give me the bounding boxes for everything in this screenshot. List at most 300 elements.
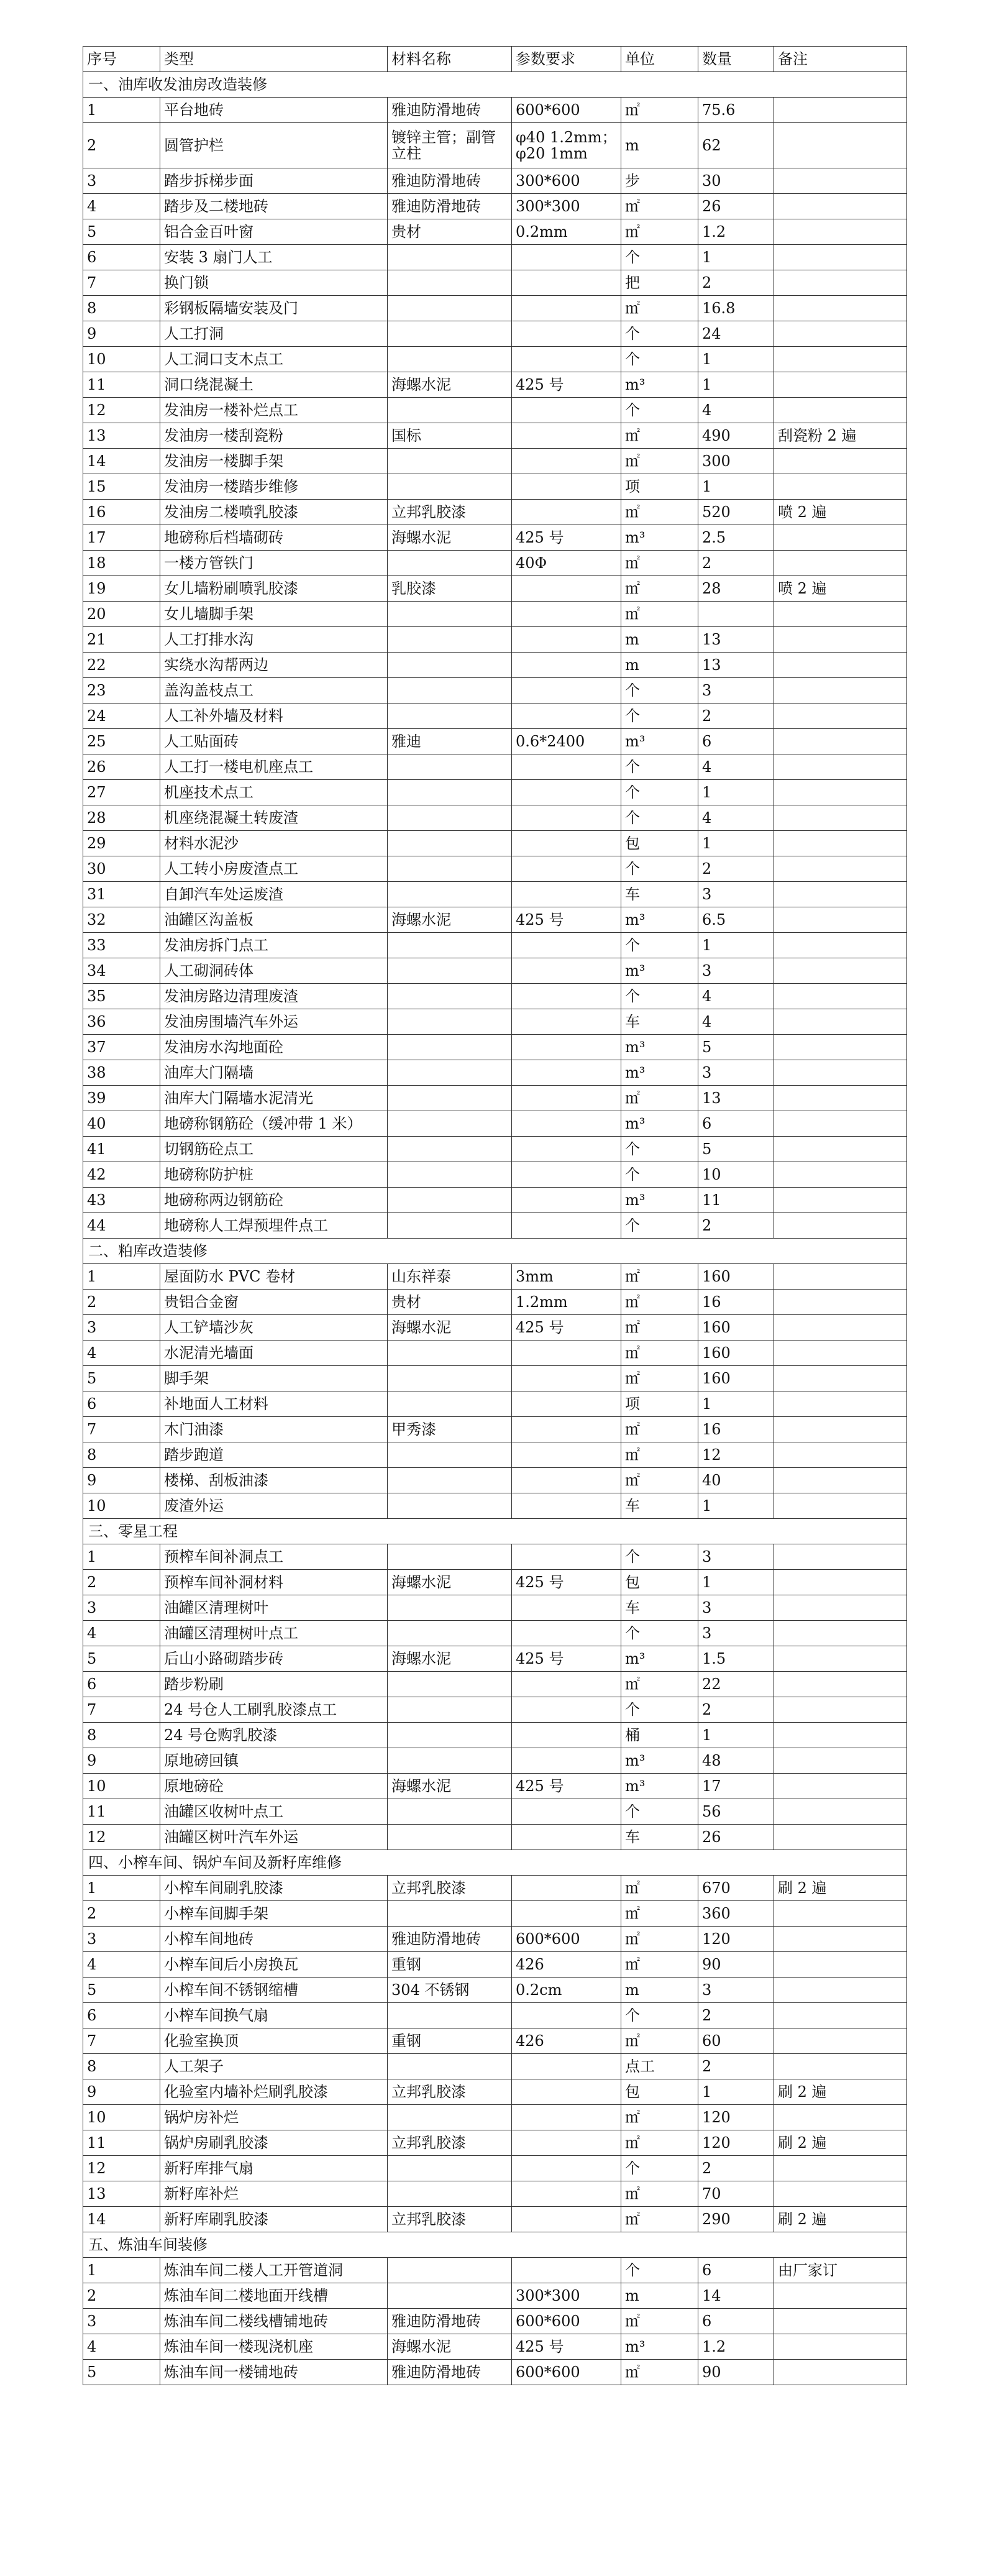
cell-remark	[774, 1672, 907, 1697]
cell-unit: ㎡	[621, 1366, 698, 1391]
cell-material	[388, 1442, 512, 1468]
cell-index: 6	[83, 1672, 160, 1697]
cell-material: 立邦乳胶漆	[388, 2130, 512, 2156]
cell-type: 铝合金百叶窗	[160, 219, 388, 245]
cell-unit: m	[621, 1978, 698, 2003]
cell-unit: ㎡	[621, 1927, 698, 1952]
cell-remark	[774, 1978, 907, 2003]
cell-type: 炼油车间一楼铺地砖	[160, 2360, 388, 2385]
cell-material: 雅迪防滑地砖	[388, 98, 512, 123]
cell-index: 43	[83, 1188, 160, 1213]
cell-index: 2	[83, 1901, 160, 1927]
cell-unit: ㎡	[621, 1672, 698, 1697]
cell-spec	[512, 347, 621, 372]
cell-spec	[512, 245, 621, 270]
cell-remark	[774, 168, 907, 194]
cell-quantity: 90	[698, 1952, 774, 1978]
cell-spec: 600*600	[512, 98, 621, 123]
cell-quantity: 5	[698, 1035, 774, 1060]
cell-remark	[774, 754, 907, 780]
cell-type: 小榨车间后小房换瓦	[160, 1952, 388, 1978]
cell-type: 人工贴面砖	[160, 729, 388, 754]
cell-remark	[774, 882, 907, 907]
cell-spec: 426	[512, 2028, 621, 2054]
cell-remark	[774, 270, 907, 296]
cell-index: 17	[83, 525, 160, 551]
cell-type: 补地面人工材料	[160, 1391, 388, 1417]
cell-material	[388, 2003, 512, 2028]
cell-spec	[512, 1391, 621, 1417]
cell-index: 39	[83, 1086, 160, 1111]
cell-type: 后山小路砌踏步砖	[160, 1646, 388, 1672]
cell-type: 安装 3 扇门人工	[160, 245, 388, 270]
cell-material: 乳胶漆	[388, 576, 512, 602]
table-row	[83, 194, 907, 219]
cell-spec: 425 号	[512, 907, 621, 933]
header-unit: 单位	[621, 47, 698, 72]
table-row	[83, 1442, 907, 1468]
table-row	[83, 1417, 907, 1442]
cell-index: 8	[83, 1442, 160, 1468]
cell-remark	[774, 729, 907, 754]
cell-unit: 包	[621, 1570, 698, 1595]
cell-index: 31	[83, 882, 160, 907]
cell-spec	[512, 984, 621, 1009]
cell-material	[388, 1341, 512, 1366]
cell-remark	[774, 627, 907, 653]
cell-type: 油罐区收树叶点工	[160, 1799, 388, 1825]
cell-quantity: 2.5	[698, 525, 774, 551]
cell-type: 踏步粉刷	[160, 1672, 388, 1697]
cell-material	[388, 1493, 512, 1519]
cell-remark	[774, 1927, 907, 1952]
cell-type: 24 号仓人工刷乳胶漆点工	[160, 1697, 388, 1723]
table-row	[83, 372, 907, 398]
cell-index: 8	[83, 296, 160, 321]
cell-index: 11	[83, 2130, 160, 2156]
cell-remark	[774, 551, 907, 576]
cell-index: 24	[83, 704, 160, 729]
cell-material	[388, 1544, 512, 1570]
cell-spec: 425 号	[512, 1774, 621, 1799]
cell-type: 人工砌洞砖体	[160, 958, 388, 984]
cell-remark	[774, 1544, 907, 1570]
cell-unit: 项	[621, 1391, 698, 1417]
cell-spec	[512, 2207, 621, 2232]
cell-unit: 个	[621, 1544, 698, 1570]
table-row	[83, 219, 907, 245]
table-row	[83, 270, 907, 296]
cell-material	[388, 296, 512, 321]
cell-remark	[774, 1825, 907, 1850]
section-row	[83, 1519, 907, 1544]
cell-index: 3	[83, 1595, 160, 1621]
table-row	[83, 2054, 907, 2079]
header-remark: 备注	[774, 47, 907, 72]
table-row	[83, 653, 907, 678]
cell-material: 贵材	[388, 1290, 512, 1315]
cell-material	[388, 856, 512, 882]
cell-unit: ㎡	[621, 551, 698, 576]
cell-material: 立邦乳胶漆	[388, 2079, 512, 2105]
cell-material	[388, 1468, 512, 1493]
cell-index: 28	[83, 805, 160, 831]
cell-material: 雅迪	[388, 729, 512, 754]
cell-unit: ㎡	[621, 219, 698, 245]
cell-unit: m³	[621, 372, 698, 398]
cell-quantity: 1	[698, 245, 774, 270]
cell-unit: ㎡	[621, 1341, 698, 1366]
cell-remark	[774, 1799, 907, 1825]
cell-type: 楼梯、刮板油漆	[160, 1468, 388, 1493]
cell-material	[388, 1188, 512, 1213]
cell-unit: m	[621, 653, 698, 678]
cell-unit: 个	[621, 754, 698, 780]
cell-spec	[512, 1799, 621, 1825]
cell-spec	[512, 1035, 621, 1060]
cell-remark	[774, 1442, 907, 1468]
section-title: 三、零星工程	[83, 1519, 907, 1544]
cell-index: 29	[83, 831, 160, 856]
cell-unit: 个	[621, 984, 698, 1009]
cell-unit: m	[621, 627, 698, 653]
cell-spec	[512, 1162, 621, 1188]
cell-remark	[774, 1417, 907, 1442]
cell-unit: ㎡	[621, 2181, 698, 2207]
cell-type: 自卸汽车处运废渣	[160, 882, 388, 907]
cell-quantity: 1	[698, 1570, 774, 1595]
cell-type: 女儿墙脚手架	[160, 602, 388, 627]
cell-material	[388, 958, 512, 984]
cell-material: 贵材	[388, 219, 512, 245]
cell-material: 海螺水泥	[388, 372, 512, 398]
cell-unit: 个	[621, 321, 698, 347]
table-row	[83, 1927, 907, 1952]
cell-unit: 车	[621, 1493, 698, 1519]
cell-quantity: 3	[698, 1544, 774, 1570]
cell-type: 小榨车间脚手架	[160, 1901, 388, 1927]
cell-type: 彩钢板隔墙安装及门	[160, 296, 388, 321]
cell-quantity: 520	[698, 500, 774, 525]
cell-unit: 个	[621, 933, 698, 958]
cell-index: 27	[83, 780, 160, 805]
table-row	[83, 678, 907, 704]
cell-quantity: 1	[698, 1493, 774, 1519]
cell-spec	[512, 1876, 621, 1901]
cell-unit: m³	[621, 907, 698, 933]
cell-type: 一楼方管铁门	[160, 551, 388, 576]
cell-unit: 个	[621, 2156, 698, 2181]
cell-quantity: 360	[698, 1901, 774, 1927]
cell-spec	[512, 678, 621, 704]
cell-spec: 3mm	[512, 1264, 621, 1290]
cell-index: 14	[83, 449, 160, 474]
cell-spec	[512, 1493, 621, 1519]
cell-type: 人工洞口支木点工	[160, 347, 388, 372]
table-row	[83, 1341, 907, 1366]
cell-quantity: 1	[698, 347, 774, 372]
cell-unit: ㎡	[621, 423, 698, 449]
cell-remark	[774, 2283, 907, 2309]
cell-remark	[774, 1111, 907, 1137]
cell-spec: 426	[512, 1952, 621, 1978]
cell-type: 换门锁	[160, 270, 388, 296]
cell-material	[388, 1366, 512, 1391]
cell-index: 4	[83, 194, 160, 219]
table-row	[83, 321, 907, 347]
cell-remark	[774, 1035, 907, 1060]
cell-index: 40	[83, 1111, 160, 1137]
cell-material	[388, 1672, 512, 1697]
table-row	[83, 168, 907, 194]
cell-unit: ㎡	[621, 98, 698, 123]
cell-quantity: 2	[698, 856, 774, 882]
cell-material: 雅迪防滑地砖	[388, 1927, 512, 1952]
cell-remark	[774, 1646, 907, 1672]
cell-quantity: 2	[698, 2156, 774, 2181]
cell-unit: 个	[621, 805, 698, 831]
cell-unit: 个	[621, 1137, 698, 1162]
cell-index: 38	[83, 1060, 160, 1086]
cell-type: 地磅称防护桩	[160, 1162, 388, 1188]
cell-remark	[774, 907, 907, 933]
table-row	[83, 1978, 907, 2003]
cell-index: 7	[83, 270, 160, 296]
cell-material: 山东祥泰	[388, 1264, 512, 1290]
cell-material: 重钢	[388, 1952, 512, 1978]
cell-spec	[512, 958, 621, 984]
cell-unit: ㎡	[621, 2105, 698, 2130]
cell-unit: 包	[621, 2079, 698, 2105]
cell-quantity: 5	[698, 1137, 774, 1162]
cell-remark	[774, 123, 907, 168]
cell-index: 5	[83, 1978, 160, 2003]
cell-spec: 300*600	[512, 168, 621, 194]
cell-type: 油罐区清理树叶	[160, 1595, 388, 1621]
cell-spec	[512, 1442, 621, 1468]
cell-spec	[512, 1060, 621, 1086]
cell-spec	[512, 1697, 621, 1723]
cell-remark	[774, 1188, 907, 1213]
cell-quantity: 160	[698, 1366, 774, 1391]
cell-material	[388, 2283, 512, 2309]
cell-unit: ㎡	[621, 194, 698, 219]
cell-quantity: 160	[698, 1264, 774, 1290]
table-row	[83, 500, 907, 525]
cell-material	[388, 270, 512, 296]
cell-index: 3	[83, 1315, 160, 1341]
cell-material	[388, 1391, 512, 1417]
cell-quantity: 26	[698, 194, 774, 219]
cell-index: 7	[83, 1417, 160, 1442]
cell-quantity: 16.8	[698, 296, 774, 321]
cell-unit: 个	[621, 704, 698, 729]
table-row	[83, 449, 907, 474]
table-row	[83, 1290, 907, 1315]
cell-material	[388, 1137, 512, 1162]
table-row	[83, 1952, 907, 1978]
table-row	[83, 1570, 907, 1595]
cell-spec: 0.2mm	[512, 219, 621, 245]
cell-quantity: 56	[698, 1799, 774, 1825]
cell-remark	[774, 245, 907, 270]
cell-type: 油罐区沟盖板	[160, 907, 388, 933]
cell-unit: 车	[621, 1825, 698, 1850]
cell-remark: 刷 2 遍	[774, 1876, 907, 1901]
table-row	[83, 423, 907, 449]
cell-remark	[774, 2028, 907, 2054]
cell-remark	[774, 780, 907, 805]
table-row	[83, 2360, 907, 2385]
cell-material	[388, 2156, 512, 2181]
cell-type: 发油房一楼踏步维修	[160, 474, 388, 500]
cell-spec	[512, 933, 621, 958]
cell-unit: 项	[621, 474, 698, 500]
cell-material	[388, 1825, 512, 1850]
cell-type: 踏步跑道	[160, 1442, 388, 1468]
cell-material	[388, 347, 512, 372]
cell-quantity: 1	[698, 2079, 774, 2105]
cell-quantity: 4	[698, 754, 774, 780]
cell-quantity: 2	[698, 704, 774, 729]
cell-index: 2	[83, 123, 160, 168]
cell-remark	[774, 321, 907, 347]
cell-quantity: 30	[698, 168, 774, 194]
cell-type: 洞口绕混凝土	[160, 372, 388, 398]
cell-unit: 包	[621, 831, 698, 856]
cell-remark	[774, 984, 907, 1009]
cell-unit: m³	[621, 1111, 698, 1137]
cell-remark	[774, 2156, 907, 2181]
cell-spec	[512, 423, 621, 449]
cell-index: 7	[83, 1697, 160, 1723]
table-row	[83, 1060, 907, 1086]
cell-remark	[774, 2054, 907, 2079]
cell-spec	[512, 2054, 621, 2079]
cell-type: 材料水泥沙	[160, 831, 388, 856]
cell-type: 发油房围墙汽车外运	[160, 1009, 388, 1035]
cell-spec	[512, 1595, 621, 1621]
cell-unit: m³	[621, 1060, 698, 1086]
cell-type: 贵铝合金窗	[160, 1290, 388, 1315]
cell-type: 切钢筋砼点工	[160, 1137, 388, 1162]
cell-spec	[512, 296, 621, 321]
cell-type: 平台地砖	[160, 98, 388, 123]
cell-unit: ㎡	[621, 2360, 698, 2385]
cell-index: 10	[83, 347, 160, 372]
cell-spec	[512, 704, 621, 729]
table-row	[83, 98, 907, 123]
cell-quantity: 2	[698, 551, 774, 576]
cell-remark	[774, 1468, 907, 1493]
cell-type: 机座技术点工	[160, 780, 388, 805]
cell-material: 海螺水泥	[388, 907, 512, 933]
cell-material: 立邦乳胶漆	[388, 1876, 512, 1901]
table-row	[83, 1493, 907, 1519]
cell-spec	[512, 2079, 621, 2105]
cell-remark	[774, 372, 907, 398]
cell-material	[388, 1213, 512, 1239]
cell-unit: ㎡	[621, 2309, 698, 2334]
table-row	[83, 627, 907, 653]
cell-spec: 300*300	[512, 2283, 621, 2309]
cell-type: 地磅称后档墙砌砖	[160, 525, 388, 551]
cell-quantity: 6	[698, 1111, 774, 1137]
cell-type: 人工打洞	[160, 321, 388, 347]
cell-unit: 车	[621, 1595, 698, 1621]
cell-quantity: 1	[698, 372, 774, 398]
cell-spec: 0.6*2400	[512, 729, 621, 754]
cell-unit: m³	[621, 1035, 698, 1060]
cell-quantity: 75.6	[698, 98, 774, 123]
cell-unit: 个	[621, 1213, 698, 1239]
table-row	[83, 2334, 907, 2360]
cell-unit: 个	[621, 780, 698, 805]
cell-spec	[512, 1111, 621, 1137]
cell-type: 新籽库补烂	[160, 2181, 388, 2207]
cell-remark	[774, 1952, 907, 1978]
cell-unit: ㎡	[621, 449, 698, 474]
cell-quantity: 490	[698, 423, 774, 449]
cell-quantity: 6	[698, 2258, 774, 2283]
cell-type: 炼油车间一楼现浇机座	[160, 2334, 388, 2360]
cell-quantity: 1	[698, 1391, 774, 1417]
cell-type: 油库大门隔墙水泥清光	[160, 1086, 388, 1111]
section-row	[83, 72, 907, 98]
table-row	[83, 398, 907, 423]
cell-material	[388, 1621, 512, 1646]
table-row	[83, 1646, 907, 1672]
cell-type: 发油房水沟地面砼	[160, 1035, 388, 1060]
cell-unit: 个	[621, 678, 698, 704]
cell-material	[388, 933, 512, 958]
cell-type: 油罐区树叶汽车外运	[160, 1825, 388, 1850]
cell-quantity: 1.2	[698, 219, 774, 245]
cell-material	[388, 1035, 512, 1060]
cell-material	[388, 449, 512, 474]
cell-spec: 425 号	[512, 1315, 621, 1341]
cell-remark	[774, 2360, 907, 2385]
table-row	[83, 1111, 907, 1137]
table-row	[83, 1468, 907, 1493]
cell-type: 新籽库刷乳胶漆	[160, 2207, 388, 2232]
cell-quantity: 120	[698, 1927, 774, 1952]
cell-material: 立邦乳胶漆	[388, 2207, 512, 2232]
cell-unit: m	[621, 2283, 698, 2309]
cell-remark	[774, 1748, 907, 1774]
cell-index: 34	[83, 958, 160, 984]
cell-index: 41	[83, 1137, 160, 1162]
cell-quantity: 13	[698, 627, 774, 653]
cell-quantity: 6	[698, 729, 774, 754]
cell-remark	[774, 2003, 907, 2028]
cell-index: 3	[83, 168, 160, 194]
table-row	[83, 551, 907, 576]
cell-material: 甲秀漆	[388, 1417, 512, 1442]
cell-index: 9	[83, 1468, 160, 1493]
cell-type: 炼油车间二楼地面开线槽	[160, 2283, 388, 2309]
cell-spec: 425 号	[512, 525, 621, 551]
cell-quantity	[698, 602, 774, 627]
cell-index: 1	[83, 1544, 160, 1570]
cell-quantity: 3	[698, 1060, 774, 1086]
cell-spec	[512, 1366, 621, 1391]
cell-remark	[774, 1493, 907, 1519]
cell-quantity: 6	[698, 2309, 774, 2334]
cell-index: 12	[83, 1825, 160, 1850]
cell-spec: 425 号	[512, 1570, 621, 1595]
cell-index: 6	[83, 2003, 160, 2028]
